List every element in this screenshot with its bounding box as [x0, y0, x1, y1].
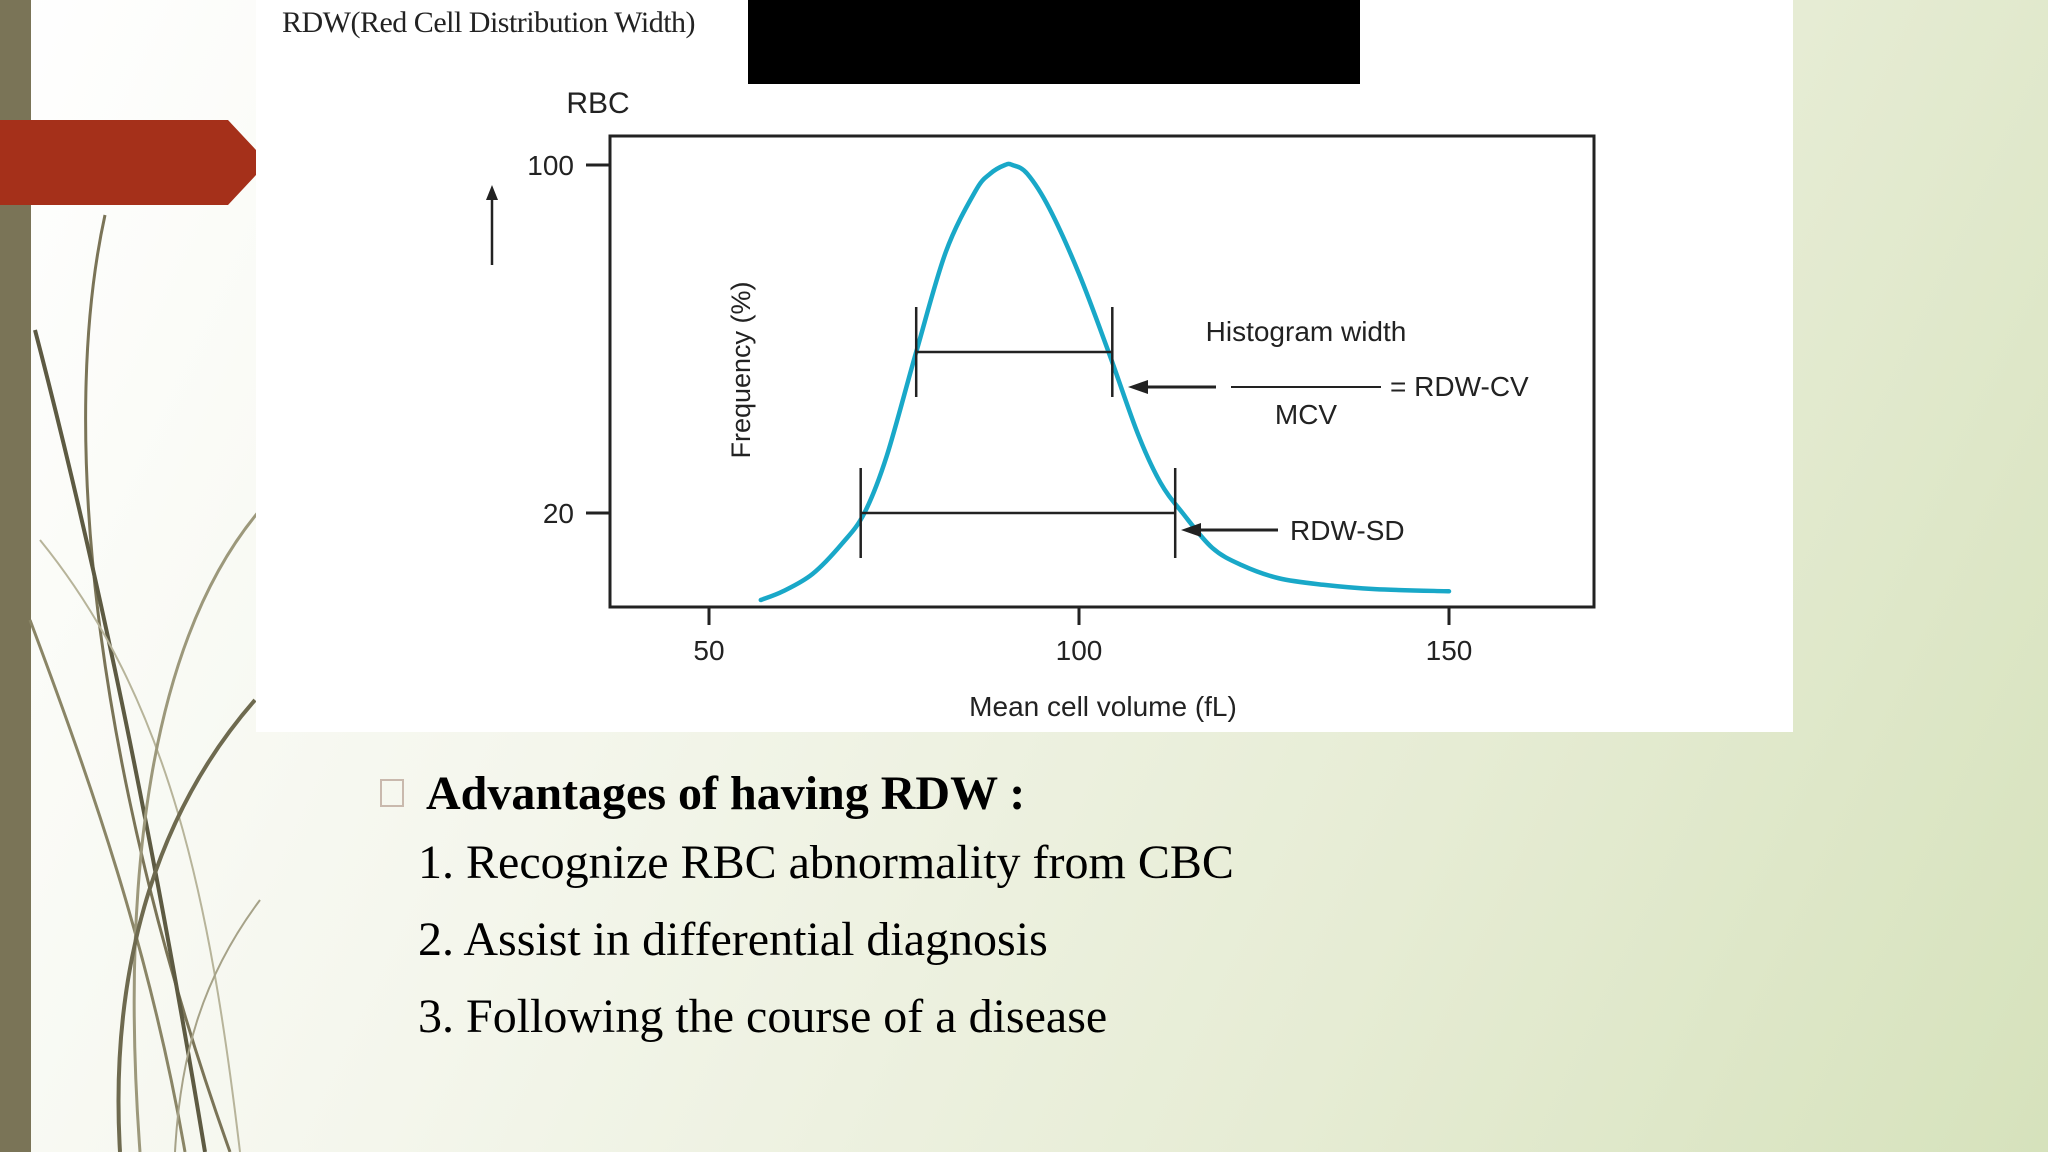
image-title: RDW(Red Cell Distribution Width)	[282, 6, 696, 39]
rdw-histogram-chart	[256, 0, 1793, 732]
advantages-section	[380, 762, 1234, 1055]
x-axis-label: Mean cell volume (fL)	[969, 691, 1237, 722]
advantages-heading: Advantages of having RDW :	[426, 766, 1026, 820]
advantages-heading-row	[380, 762, 1234, 824]
rdw-sd-annotation	[1181, 515, 1405, 546]
rdw-cv-label: = RDW-CV	[1390, 371, 1529, 402]
list-item: 1. Recognize RBC abnormality from CBC	[418, 836, 1234, 889]
x-tick-label: 50	[693, 635, 725, 666]
x-tick-label: 150	[1425, 635, 1473, 666]
list-item: 2. Assist in differential diagnosis	[418, 913, 1048, 966]
width-markers	[861, 307, 1175, 558]
rdw-cv-annotation	[1128, 316, 1529, 430]
list-item: 3. Following the course of a disease	[418, 990, 1108, 1043]
fraction-bottom-label: MCV	[1274, 399, 1338, 430]
title-accent-tab	[0, 120, 256, 205]
advantages-list	[418, 824, 1234, 1055]
y-tick-label: 100	[527, 150, 574, 181]
rdw-sd-label: RDW-SD	[1290, 515, 1405, 546]
x-tick-label: 100	[1055, 635, 1103, 666]
y-axis-label: Frequency (%)	[726, 281, 756, 459]
y-axis-arrow	[486, 185, 498, 265]
y-tick-label: 20	[542, 498, 574, 529]
bullet-box-icon	[380, 779, 404, 807]
fraction-top-label: Histogram width	[1205, 316, 1407, 347]
chart-title: RBC	[566, 87, 630, 120]
